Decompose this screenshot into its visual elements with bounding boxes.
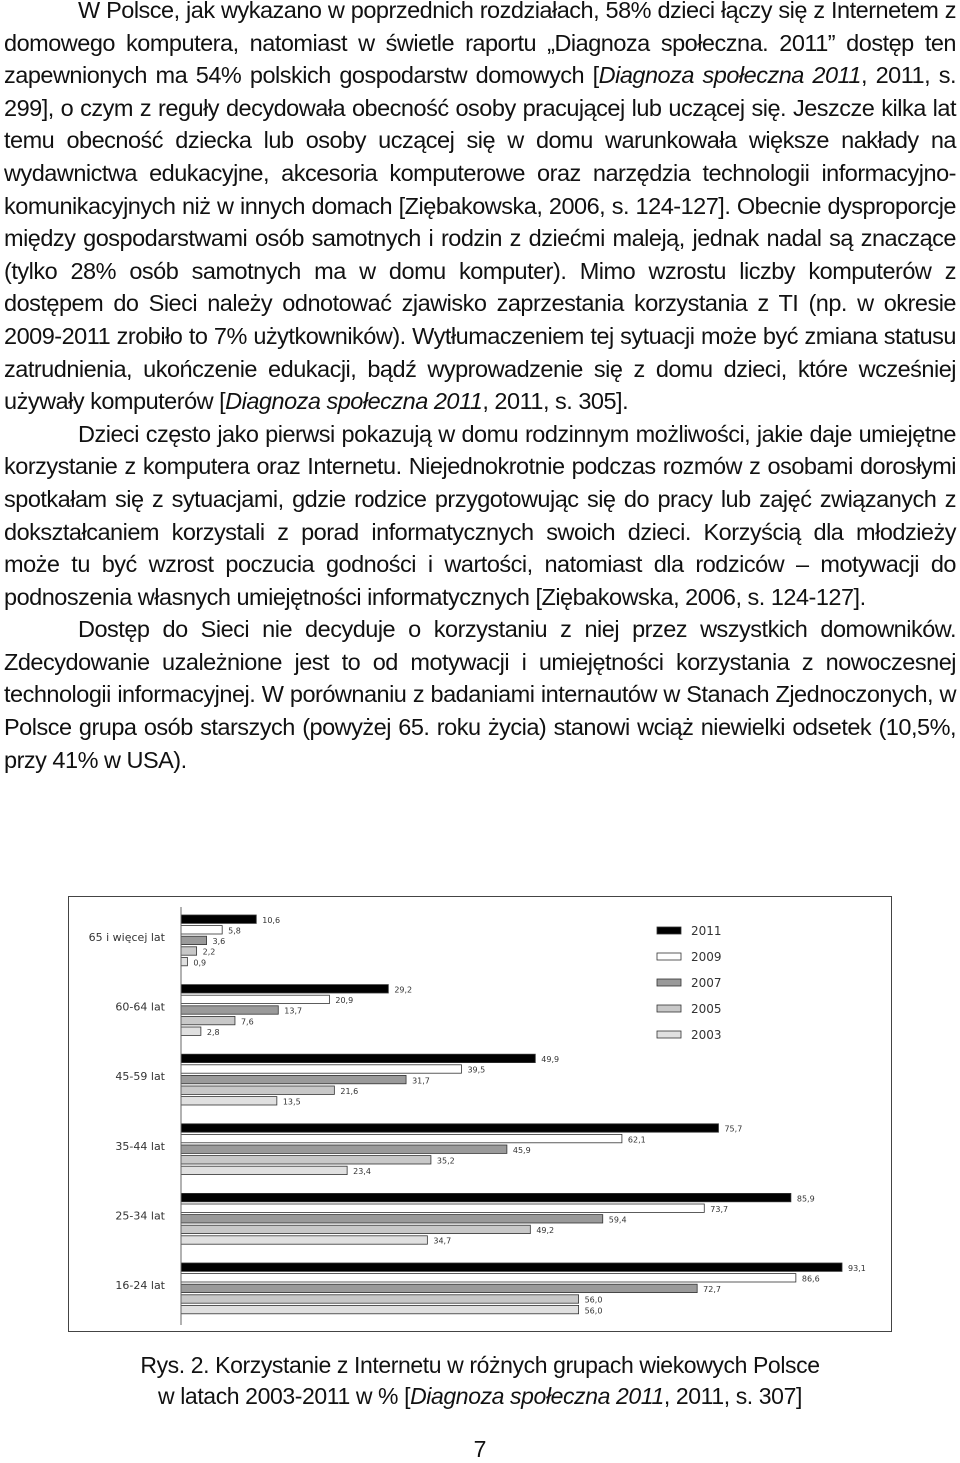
legend-swatch-2011: [657, 927, 681, 934]
page-number: 7: [473, 1436, 487, 1462]
caption-line-2: [0, 1381, 960, 1412]
data-label: 73,7: [710, 1204, 729, 1214]
bar-2011: [181, 1124, 718, 1132]
data-label: 21,6: [340, 1086, 359, 1096]
legend-label: 2003: [691, 1028, 722, 1042]
p2-segment: Dzieci często jako pierwsi pokazują w domu rodzinnym możliwości, jakie daje umiejętne korzystanie z komputera oraz Internetu. Niejednokrotnie podczas rozmów z osobami dorosłymi spotkałam się z sytuacjami, gdzie rodzice przygotowując się do pracy lub zajęć związanych z dokształcaniem korzystali z porad informatycznych swoich dzieci. Korzyścią dla młodzieży może tu być wzrost poczucia godności i wartości, natomiast dla rodziców – motywacji do podnoszenia własnych umiejętności informatycznych [Ziębakowska, 2006, s. 124-127].: [4, 420, 956, 610]
data-label: 23,4: [353, 1167, 371, 1177]
caption-line-2-post: , 2011, s. 307]: [663, 1383, 802, 1409]
p1-segment: Diagnoza społeczna 2011: [598, 62, 861, 89]
bar-2005: [181, 1295, 579, 1303]
data-label: 49,9: [541, 1055, 560, 1065]
legend-swatch-2003: [657, 1031, 681, 1038]
bar-2009: [181, 1134, 622, 1142]
caption-line-1: Rys. 2. Korzystanie z Internetu w różnych grupach wiekowych Polsce: [140, 1352, 820, 1378]
bar-2009: [181, 995, 329, 1003]
p1-segment: W Polsce, jak wykazano w poprzednich rozdziałach, 58% dzieci łączy się z Internetem z domowego komputera, natomiast w świetle raportu „Diagnoza społeczna. 2011” dostęp ten zapewnionych ma 54% polskich gospodarstw domowych [: [4, 0, 956, 89]
paragraph-3: [4, 613, 956, 776]
bar-2005: [181, 1016, 235, 1024]
bar-2003: [181, 1305, 579, 1313]
bar-2009: [181, 1204, 704, 1212]
legend-label: 2005: [691, 1002, 722, 1016]
bar-2011: [181, 1263, 842, 1271]
figure-chart: [68, 896, 892, 1332]
category-label: 25-34 lat: [115, 1209, 165, 1223]
category-label: 65 i więcej lat: [88, 931, 165, 944]
data-label: 93,1: [848, 1263, 866, 1273]
data-label: 35,2: [436, 1156, 455, 1166]
bar-2005: [181, 1086, 334, 1094]
figure-caption: [0, 1350, 960, 1412]
category-label: 45-59 lat: [115, 1070, 165, 1084]
data-label: 62,1: [627, 1135, 646, 1145]
bar-2009: [181, 1274, 796, 1282]
legend-label: 2009: [691, 950, 722, 964]
data-label: 10,6: [262, 915, 281, 925]
data-label: 29,2: [394, 985, 413, 995]
bar-2009: [181, 926, 222, 934]
data-label: 49,2: [536, 1226, 555, 1236]
paragraph-2: [4, 418, 956, 614]
category-label: 35-44 lat: [115, 1139, 165, 1153]
data-label: 2,2: [202, 947, 216, 957]
bar-2011: [181, 915, 256, 923]
bar-2007: [181, 1006, 278, 1014]
bar-2011: [181, 985, 388, 993]
bar-2003: [181, 1236, 427, 1244]
bar-2007: [181, 936, 207, 944]
data-label: 3,6: [212, 937, 226, 947]
paragraph-1: [4, 0, 956, 418]
legend-label: 2007: [691, 976, 722, 990]
caption-line-2-italic: Diagnoza społeczna 2011: [410, 1383, 664, 1409]
bar-chart: [69, 897, 893, 1333]
bar-2005: [181, 947, 197, 955]
bar-2007: [181, 1145, 507, 1153]
legend-swatch-2005: [657, 1005, 681, 1012]
category-label: 60-64 lat: [115, 1000, 165, 1014]
data-label: 31,7: [412, 1076, 430, 1086]
bar-2007: [181, 1284, 697, 1292]
bar-2003: [181, 1166, 347, 1174]
legend-swatch-2009: [657, 953, 681, 960]
bar-2007: [181, 1215, 603, 1223]
bar-2003: [181, 957, 187, 965]
data-label: 45,9: [512, 1145, 531, 1155]
data-label: 20,9: [335, 996, 354, 1006]
legend-label: 2011: [691, 924, 722, 938]
data-label: 0,9: [193, 958, 207, 968]
data-label: 56,0: [584, 1295, 603, 1305]
p1-segment: Diagnoza społeczna 2011: [225, 388, 483, 415]
data-label: 13,7: [284, 1006, 303, 1016]
bar-2009: [181, 1065, 461, 1073]
data-label: 5,8: [228, 926, 241, 936]
data-label: 7,6: [240, 1017, 254, 1027]
bar-2005: [181, 1225, 530, 1233]
caption-line-2-pre: w latach 2003-2011 w % [: [158, 1383, 411, 1409]
data-label: 34,7: [433, 1236, 452, 1246]
p1-segment: , 2011, s. 299], o czym z reguły decydowała obecność osoby pracującej lub uczącej się. Jeszcze kilka lat temu obecność dziecka lub osoby uczącej się w domu warunkowała większe nakłady na wydawnictwa edukacyjne, akcesoria komputerowe oraz narzędzia technologii informacyjno-komunikacyjnych niż w innych domach [Ziębakowska, 2006, s. 124-127]. Obecnie dysproporcje między gospodarstwami osób samotnych i rodzin z dziećmi maleją, jednak nadal są znaczące (tylko 28% osób samotnych ma w domu komputer). Mimo wzrostu liczby komputerów z dostępem do Sieci należy odnotować zjawisko zaprzestania korzystania z TI (np. w okresie 2009-2011 zrobiło to 7% użytkowników). Wytłumaczeniem tej sytuacji może być zmiana statusu zatrudnienia, ukończenie edukacji, bądź wyprowadzenie się z domu dzieci, które wcześniej używały komputerów [: [4, 62, 957, 415]
category-label: 16-24 lat: [115, 1279, 165, 1292]
data-label: 85,9: [796, 1194, 815, 1204]
data-label: 56,0: [584, 1306, 603, 1316]
p1-segment: , 2011, s. 305].: [482, 388, 629, 415]
legend-swatch-2007: [657, 979, 681, 986]
bar-2011: [181, 1054, 535, 1062]
data-label: 39,5: [467, 1065, 486, 1075]
p3-segment: Dostęp do Sieci nie decyduje o korzystaniu z niej przez wszystkich domowników. Zdecydowanie uzależnione jest to od motywacji i umiejętności korzystania z nowoczesnej technologii informacyjnej. W porównaniu z badaniami internautów w Stanach Zjednoczonych, w Polsce grupa osób starszych (powyżej 65. roku życia) stanowi wciąż niewielki odsetek (10,5%, przy 41% w USA).: [4, 616, 956, 773]
data-label: 2,8: [206, 1027, 220, 1037]
body-text: [4, 0, 956, 776]
data-label: 72,7: [703, 1285, 721, 1295]
data-label: 86,6: [801, 1274, 820, 1284]
data-label: 13,5: [282, 1097, 301, 1107]
bar-2007: [181, 1075, 406, 1083]
bar-2011: [181, 1193, 791, 1201]
data-label: 59,4: [608, 1215, 627, 1225]
bar-2005: [181, 1156, 431, 1164]
bar-2003: [181, 1097, 277, 1105]
bar-2003: [181, 1027, 201, 1035]
data-label: 75,7: [724, 1124, 743, 1134]
